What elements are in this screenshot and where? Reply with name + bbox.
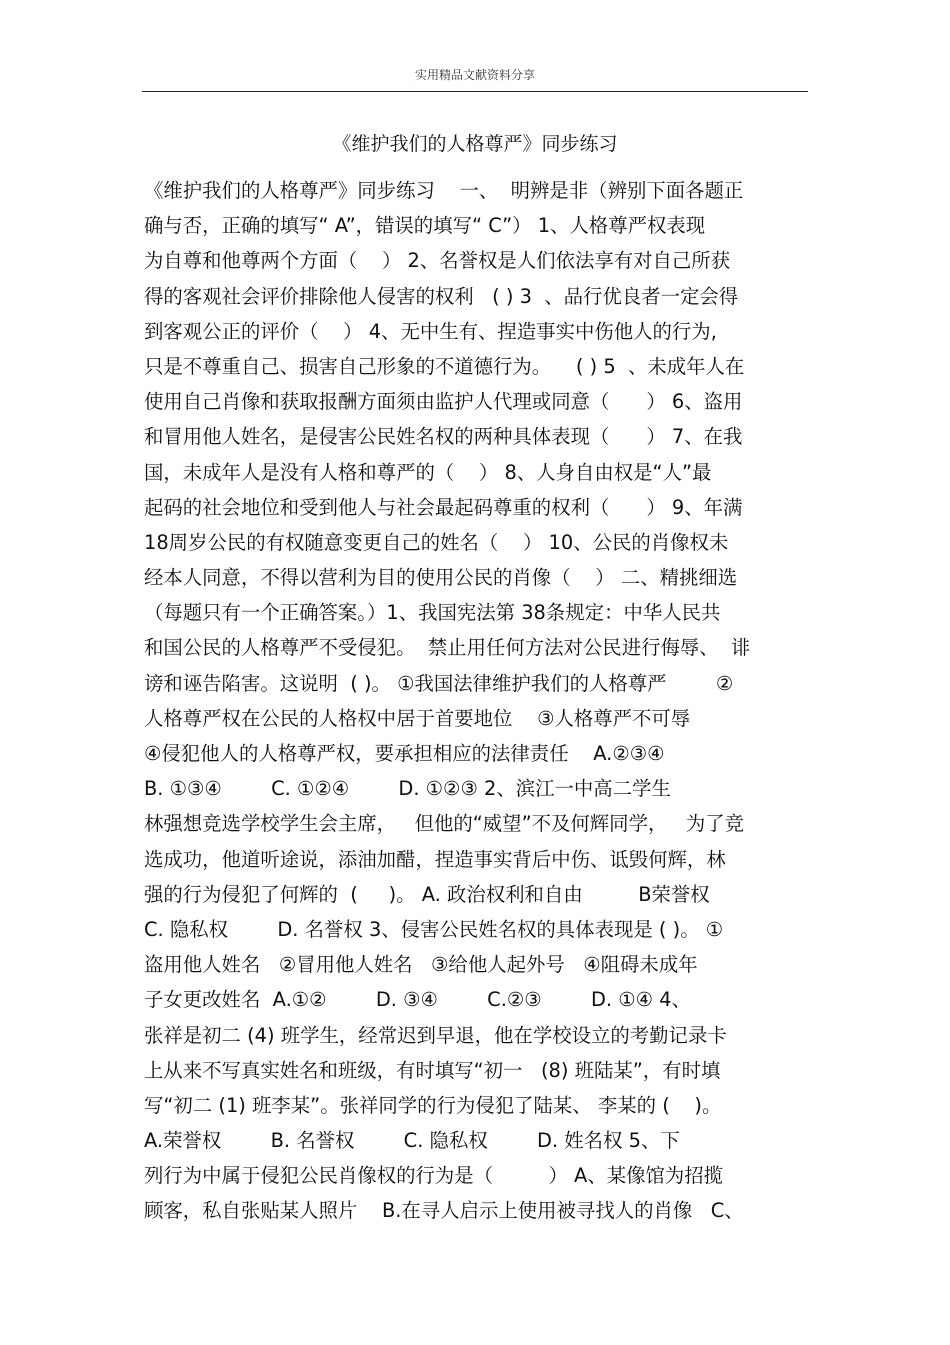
text-line: 确与否，正确的填写“ A”，错误的填写“ C”） 1、人格尊严权表现: [144, 214, 706, 238]
text-line: 写“初二 (1) 班李某”。张祥同学的行为侵犯了陆某、 李某的 ( )。: [144, 1093, 722, 1117]
text-line: 《维护我们的人格尊严》同步练习 一、 明辨是非（辨别下面各题正: [144, 179, 744, 202]
text-line: 起码的社会地位和受到他人与社会最起码尊重的权利（ ） 9、年满: [144, 495, 743, 519]
text-line: 上从来不写真实姓名和班级，有时填写“初一 (8) 班陆某”，有时填: [144, 1058, 721, 1082]
header-divider: [142, 91, 808, 92]
text-line: 和国公民的人格尊严不受侵犯。 禁止用任何方法对公民进行侮辱、 诽: [144, 636, 751, 660]
text-line: 顾客，私自张贴某人照片 B.在寻人启示上使用被寻找人的肖像 C、: [144, 1199, 744, 1223]
text-line: 到客观公正的评价（ ） 4、无中生有、捏造事实中伤他人的行为,: [144, 319, 717, 343]
text-line: 国，未成年人是没有人格和尊严的（ ） 8、人身自由权是“人”最: [144, 460, 712, 484]
text-line: 盗用他人姓名 ②冒用他人姓名 ③给他人起外号 ④阻碍未成年: [144, 953, 698, 977]
page-header: 实用精品文献资料分享: [414, 68, 535, 82]
text-line: 18周岁公民的有权随意变更自己的姓名（ ） 10、公民的肖像权未: [144, 530, 729, 554]
text-line: C. 隐私权 D. 名誉权 3、侵害公民姓名权的具体表现是 ( )。 ①: [144, 917, 724, 941]
text-line: 经本人同意，不得以营利为目的使用公民的肖像（ ） 二、精挑细选: [144, 566, 738, 590]
body-text: [144, 173, 824, 1229]
text-line: 列行为中属于侵犯公民肖像权的行为是（ ） A、某像馆为招揽: [144, 1164, 724, 1188]
text-line: 使用自己肖像和获取报酬方面须由监护人代理或同意（ ） 6、盗用: [144, 390, 743, 414]
text-line: A.荣誉权 B. 名誉权 C. 隐私权 D. 姓名权 5、下: [144, 1129, 680, 1153]
text-line: 强的行为侵犯了何辉的 ( )。 A. 政治权利和自由 B荣誉权: [144, 882, 710, 906]
text-line: 选成功，他道听途说，添油加醋，捏造事实背后中伤、诋毁何辉，林: [144, 847, 726, 871]
text-line: B. ①③④ C. ①②④ D. ①②③ 2、滨江一中高二学生: [144, 777, 671, 801]
text-line: 子女更改姓名 A.①② D. ③④ C.②③ D. ①④ 4、: [144, 988, 691, 1012]
text-line: 谤和诬告陷害。这说明 ( )。 ①我国法律维护我们的人格尊严 ②: [144, 671, 734, 695]
document-title: 《维护我们的人格尊严》同步练习: [332, 133, 618, 155]
text-line: 得的客观社会评价排除他人侵害的权利 ( ) 3 、品行优良者一定会得: [144, 284, 739, 308]
text-line: 只是不尊重自己、损害自己形象的不道德行为。 ( ) 5 、未成年人在: [144, 354, 745, 378]
text-line: 为自尊和他尊两个方面（ ） 2、名誉权是人们依法享有对自己所获: [144, 249, 731, 273]
text-line: ④侵犯他人的人格尊严权，要承担相应的法律责任 A.②③④: [144, 742, 665, 765]
text-line: 人格尊严权在公民的人格权中居于首要地位 ③人格尊严不可辱: [144, 706, 691, 730]
text-line: 张祥是初二 (4) 班学生，经常迟到早退，他在学校设立的考勤记录卡: [144, 1023, 727, 1047]
text-line: （每题只有一个正确答案。）1、我国宪法第 38条规定：中华人民共: [144, 601, 721, 625]
text-line: 和冒用他人姓名，是侵害公民姓名权的两种具体表现（ ） 7、在我: [144, 425, 743, 449]
text-line: 林强想竞选学校学生会主席， 但他的“威望”不及何辉同学， 为了竞: [144, 812, 745, 836]
